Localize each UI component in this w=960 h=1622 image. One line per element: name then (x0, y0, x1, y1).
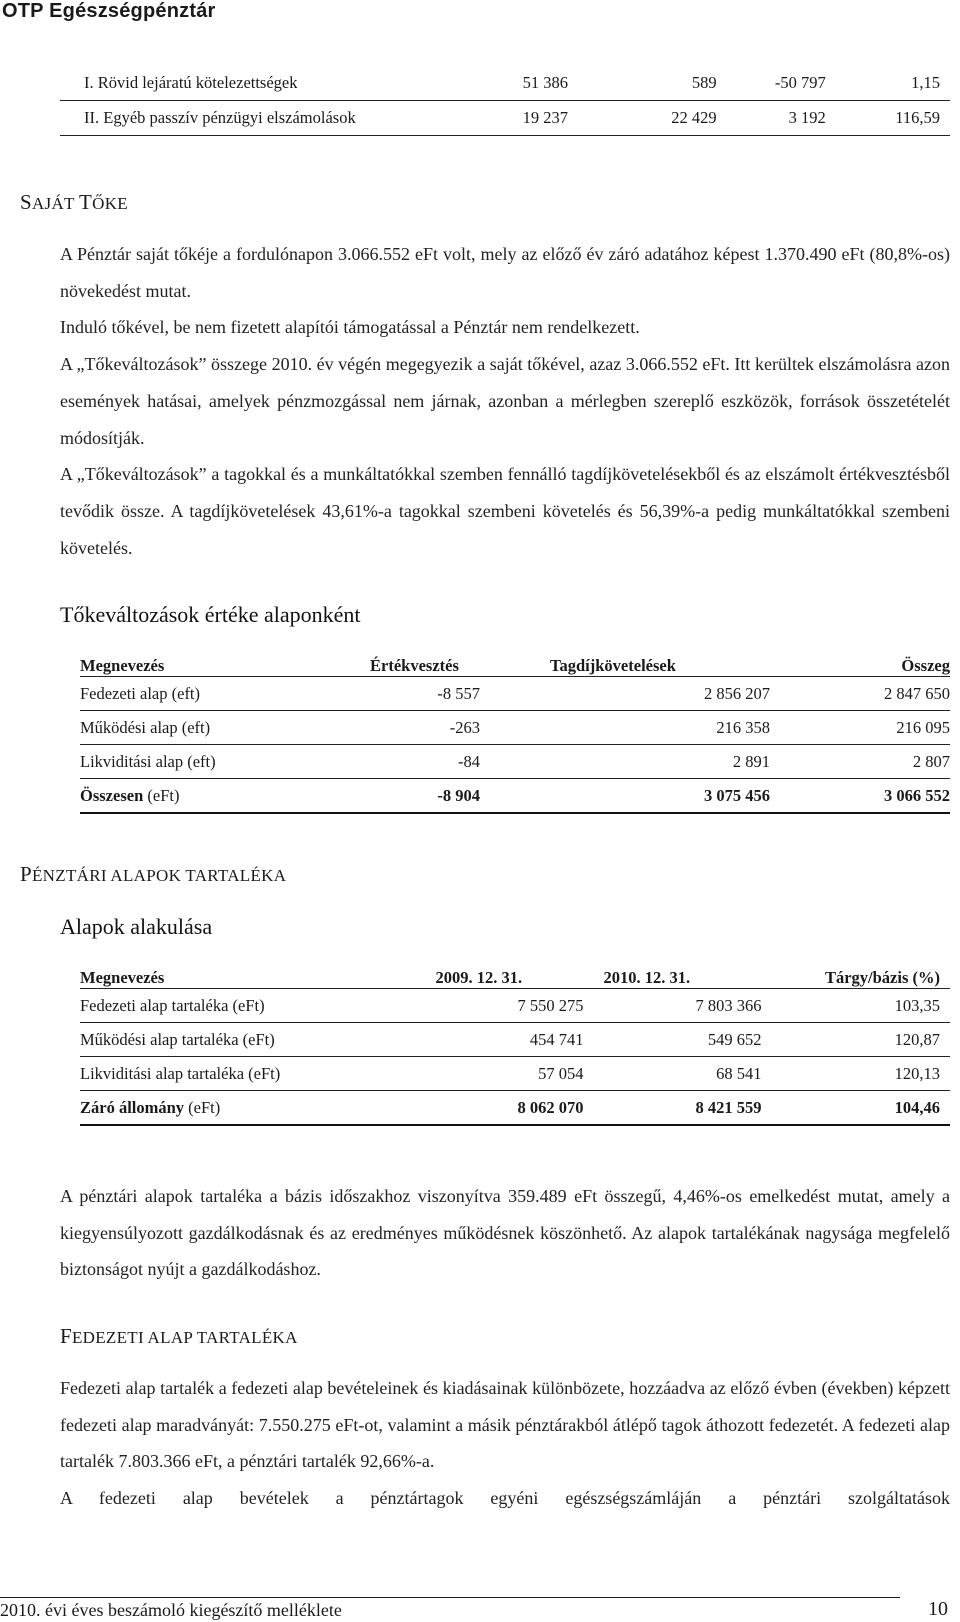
liabilities-table (60, 66, 950, 136)
cell-value: -8 904 (370, 779, 550, 814)
cell-value: 2 891 (550, 745, 770, 779)
cell-value: -50 797 (717, 66, 826, 101)
row-label: Fedezeti alap (eft) (80, 677, 370, 711)
table-row (80, 1023, 950, 1057)
cell-value: 1,15 (826, 66, 950, 101)
cell-value: 216 358 (550, 711, 770, 745)
cell-value: 22 429 (568, 101, 717, 136)
row-label: Fedezeti alap tartaléka (eFt) (80, 989, 436, 1023)
section-heading-sajat-toke: SAJÁT TŐKE (20, 190, 128, 214)
column-header: 2009. 12. 31. (436, 958, 604, 989)
fedezeti-alap-text (60, 1370, 950, 1517)
table-total-row (80, 1091, 950, 1126)
cell-value: 57 054 (436, 1057, 604, 1091)
table-header-row (80, 958, 950, 989)
paragraph: A fedezeti alap bevételek a pénztártagok egyéni egészségszámláján a pénztári szolgáltatások (60, 1488, 950, 1509)
cell-value: 68 541 (604, 1057, 762, 1091)
row-label: Összesen (eFt) (80, 779, 370, 814)
cell-value: 2 847 650 (770, 677, 950, 711)
row-label: I. Rövid lejáratú kötelezettségek (60, 66, 489, 101)
column-header: Megnevezés (80, 646, 370, 677)
table-row (80, 677, 950, 711)
column-header: Értékvesztés (370, 646, 550, 677)
paragraph: A „Tőkeváltozások” a tagokkal és a munkáltatókkal szemben fennálló tagdíjkövetelésekből és az elszámolt értékvesztésből tevődik össze. A tagdíjkövetelések 43,61%-a tagokkal szembeni követelés és 56,39%-a pedig munkáltatókkal szembeni követelés. (60, 464, 950, 558)
table-row (80, 711, 950, 745)
alapok-table (80, 958, 950, 1126)
cell-value: 120,13 (762, 1057, 950, 1091)
cell-value: 19 237 (489, 101, 568, 136)
cell-value: -84 (370, 745, 550, 779)
page-number: 10 (928, 1598, 948, 1620)
column-header: Tárgy/bázis (%) (762, 958, 950, 989)
table-row (80, 745, 950, 779)
cell-value: 2 856 207 (550, 677, 770, 711)
cell-value: 3 075 456 (550, 779, 770, 814)
table-row (80, 1057, 950, 1091)
row-label: Likviditási alap tartaléka (eFt) (80, 1057, 436, 1091)
document-header-title: OTP Egészségpénztár (2, 0, 216, 22)
column-header: Összeg (770, 646, 950, 677)
cell-value: 103,35 (762, 989, 950, 1023)
cell-value: 8 062 070 (436, 1091, 604, 1126)
row-label: Működési alap tartaléka (eFt) (80, 1023, 436, 1057)
paragraph: A Pénztár saját tőkéje a fordulónapon 3.066.552 eFt volt, mely az előző év záró adatához képest 1.370.490 eFt (80,8%-os) növekedést mutat. (60, 244, 950, 301)
paragraph: Induló tőkével, be nem fizetett alapítói támogatással a Pénztár nem rendelkezett. (60, 317, 640, 338)
paragraph: A „Tőkeváltozások” összege 2010. év végén megegyezik a saját tőkével, azaz 3.066.552 eFt. Itt kerültek elszámolásra azon események hatásai, amelyek pénzmozgással nem járnak, azonban a mérlegben szereplő eszközök, források összetételét módosítják. (60, 354, 950, 448)
tokevaltozasok-title: Tőkeváltozások értéke alaponként (60, 602, 361, 627)
cell-value: 2 807 (770, 745, 950, 779)
section-heading-fedezeti-alap: FEDEZETI ALAP TARTALÉKA (60, 1324, 298, 1348)
column-header: Megnevezés (80, 958, 436, 989)
paragraph: Fedezeti alap tartalék a fedezeti alap bevételeinek és kiadásainak különbözete, hozzáadva az előző évben (években) képzett fedezeti alap maradványát: 7.550.275 eFt-ot, valamint a másik pénztárakból átlépő tagok áthozott fedezetét. A fedezeti alap tartalék 7.803.366 eFt, a pénztári tartalék 92,66%-a. (60, 1378, 950, 1472)
table-row (60, 66, 950, 101)
cell-value: 120,87 (762, 1023, 950, 1057)
cell-value: 549 652 (604, 1023, 762, 1057)
column-header: 2010. 12. 31. (604, 958, 762, 989)
table-total-row (80, 779, 950, 814)
cell-value: 3 192 (717, 101, 826, 136)
section-heading-penztari-alapok: PÉNZTÁRI ALAPOK TARTALÉKA (20, 862, 287, 886)
cell-value: 104,46 (762, 1091, 950, 1126)
cell-value: -263 (370, 711, 550, 745)
cell-value: 116,59 (826, 101, 950, 136)
row-label: Működési alap (eft) (80, 711, 370, 745)
sajat-toke-text (60, 236, 950, 566)
cell-value: 3 066 552 (770, 779, 950, 814)
row-label: Záró állomány (eFt) (80, 1091, 436, 1126)
cell-value: 216 095 (770, 711, 950, 745)
table-row (60, 101, 950, 136)
tokevaltozasok-table (80, 646, 950, 814)
cell-value: 589 (568, 66, 717, 101)
alapok-alakulasa-title: Alapok alakulása (60, 914, 213, 939)
cell-value: 7 550 275 (436, 989, 604, 1023)
table-row (80, 989, 950, 1023)
paragraph: A pénztári alapok tartaléka a bázis időszakhoz viszonyítva 359.489 eFt összegű, 4,46%-os emelkedést mutat, amely a kiegyensúlyozott gazdálkodásnak és az eredményes működésnek köszönhető. Az alapok tartalékának nagysága megfelelő biztonságot nyújt a gazdálkodáshoz. (60, 1186, 950, 1280)
footer-divider (0, 1597, 900, 1598)
cell-value: 51 386 (489, 66, 568, 101)
footer-document-name: 2010. évi éves beszámoló kiegészítő melléklete (0, 1600, 342, 1620)
table-header-row (80, 646, 950, 677)
row-label: Likviditási alap (eft) (80, 745, 370, 779)
cell-value: 8 421 559 (604, 1091, 762, 1126)
cell-value: 7 803 366 (604, 989, 762, 1023)
penztari-alapok-text (60, 1178, 950, 1288)
cell-value: 454 741 (436, 1023, 604, 1057)
row-label: II. Egyéb passzív pénzügyi elszámolások (60, 101, 489, 136)
column-header: Tagdíjkövetelések (550, 646, 770, 677)
cell-value: -8 557 (370, 677, 550, 711)
